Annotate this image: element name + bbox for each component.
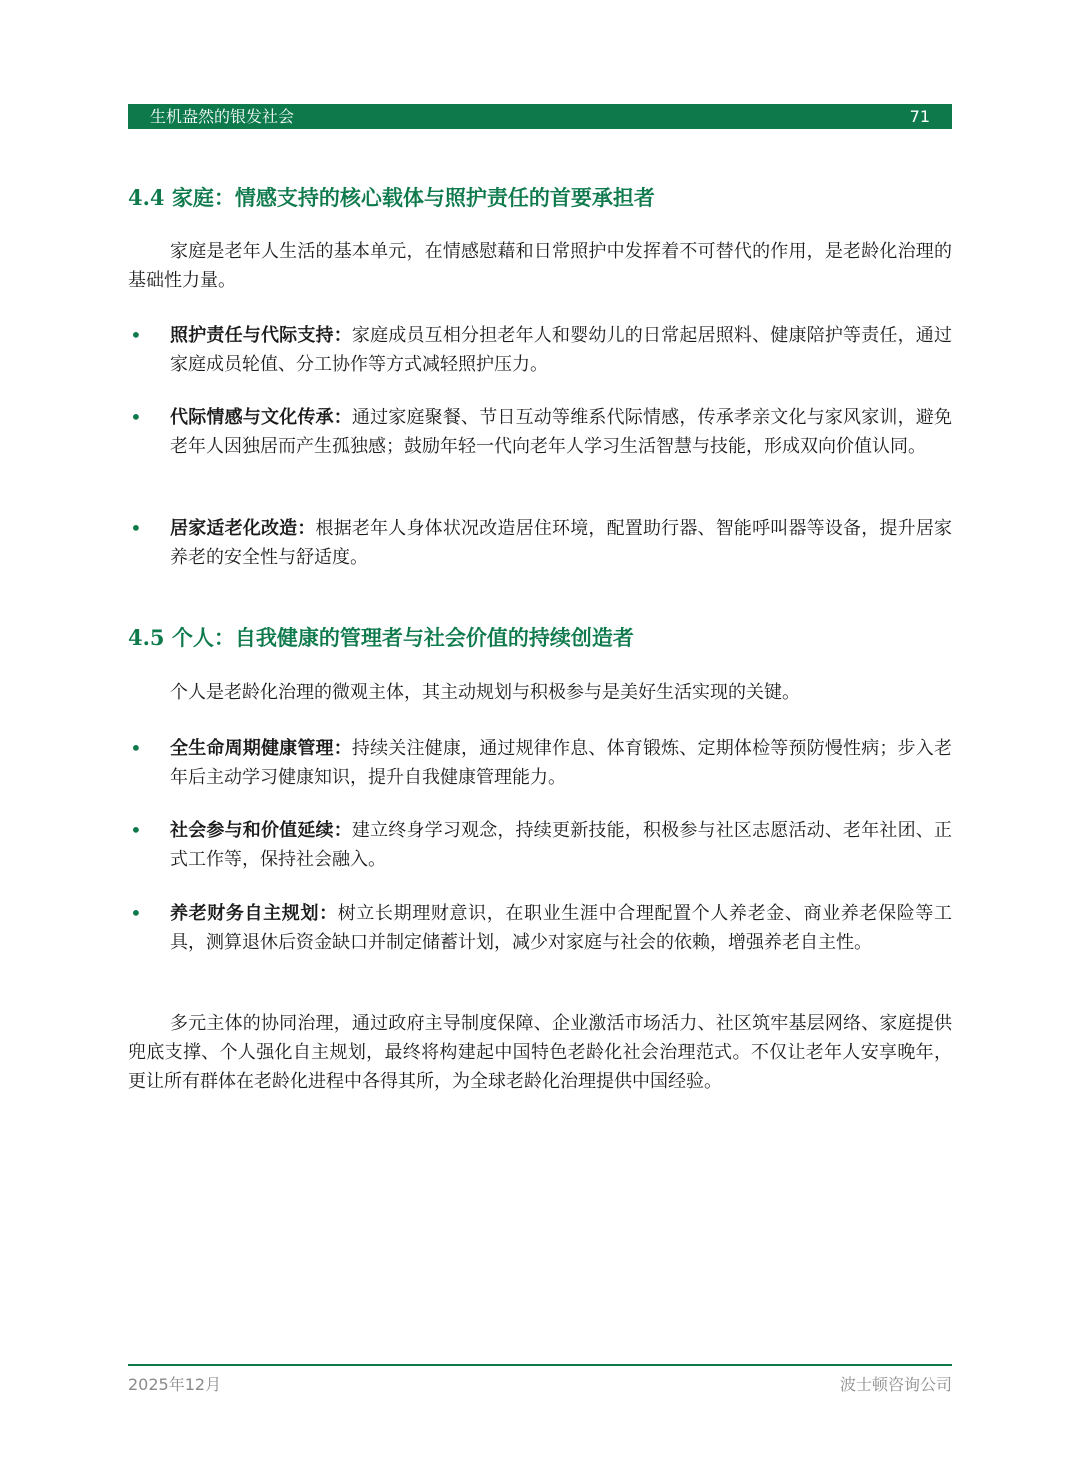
page-header bbox=[128, 104, 952, 129]
page-number: 71 bbox=[909, 107, 930, 126]
list-item bbox=[128, 734, 952, 792]
conclusion-paragraph: 多元主体的协同治理，通过政府主导制度保障、企业激活市场活力、社区筑牢基层网络、家庭提供兜底支撑、个人强化自主规划，最终将构建起中国特色老龄化社会治理范式。不仅让老年人安享晚年，更让所有群体在老龄化进程中各得其所，为全球老龄化治理提供中国经验。 bbox=[128, 1013, 952, 1092]
bullet-title: 代际情感与文化传承： bbox=[170, 407, 352, 428]
bullet-title: 社会参与和价值延续： bbox=[170, 820, 352, 841]
list-item bbox=[128, 321, 952, 379]
bullet-title: 照护责任与代际支持： bbox=[170, 325, 352, 346]
list-item bbox=[128, 514, 952, 572]
bullet-text: 建立终身学习观念，持续更新技能，积极参与社区志愿活动、老年社团、正式工作等，保持社会融入。 bbox=[170, 820, 952, 870]
bullet-title: 全生命周期健康管理： bbox=[170, 738, 352, 759]
bullet-icon: • bbox=[130, 405, 142, 429]
list-item bbox=[128, 403, 952, 461]
footer-divider bbox=[128, 1364, 952, 1366]
page-footer bbox=[128, 1372, 952, 1395]
bullet-text: 根据老年人身体状况改造居住环境，配置助行器、智能呼叫器等设备，提升居家养老的安全性与舒适度。 bbox=[170, 518, 953, 568]
section-heading-4-5: 4.5 个人：自我健康的管理者与社会价值的持续创造者 bbox=[128, 625, 634, 650]
bullet-text: 通过家庭聚餐、节日互动等维系代际情感，传承孝亲文化与家风家训，避免老年人因独居而产生孤独感；鼓励年轻一代向老年人学习生活智慧与技能，形成双向价值认同。 bbox=[170, 407, 952, 457]
header-title: 生机盎然的银发社会 bbox=[150, 107, 295, 126]
list-item bbox=[128, 816, 952, 874]
section-4-5-intro: 个人是老龄化治理的微观主体，其主动规划与积极参与是美好生活实现的关键。 bbox=[170, 682, 800, 703]
bullet-icon: • bbox=[130, 323, 142, 347]
bullet-icon: • bbox=[130, 818, 142, 842]
bullet-text: 树立长期理财意识，在职业生涯中合理配置个人养老金、商业养老保险等工具，测算退休后资金缺口并制定储蓄计划，减少对家庭与社会的依赖，增强养老自主性。 bbox=[170, 903, 953, 953]
footer-company: 波士顿咨询公司 bbox=[839, 1375, 952, 1394]
bullet-icon: • bbox=[130, 516, 142, 540]
section-4-4-intro: 家庭是老年人生活的基本单元，在情感慰藉和日常照护中发挥着不可替代的作用，是老龄化治理的基础性力量。 bbox=[128, 241, 952, 291]
bullet-icon: • bbox=[130, 736, 142, 760]
footer-date: 2025年12月 bbox=[128, 1375, 222, 1394]
bullet-icon: • bbox=[130, 901, 142, 925]
bullet-text: 持续关注健康，通过规律作息、体育锻炼、定期体检等预防慢性病；步入老年后主动学习健康知识，提升自我健康管理能力。 bbox=[170, 738, 952, 788]
list-item bbox=[128, 899, 952, 957]
bullet-title: 养老财务自主规划： bbox=[170, 903, 338, 924]
bullet-text: 家庭成员互相分担老年人和婴幼儿的日常起居照料、健康陪护等责任，通过家庭成员轮值、分工协作等方式减轻照护压力。 bbox=[170, 325, 952, 375]
bullet-title: 居家适老化改造： bbox=[170, 518, 316, 539]
section-heading-4-4: 4.4 家庭：情感支持的核心载体与照护责任的首要承担者 bbox=[128, 185, 655, 210]
